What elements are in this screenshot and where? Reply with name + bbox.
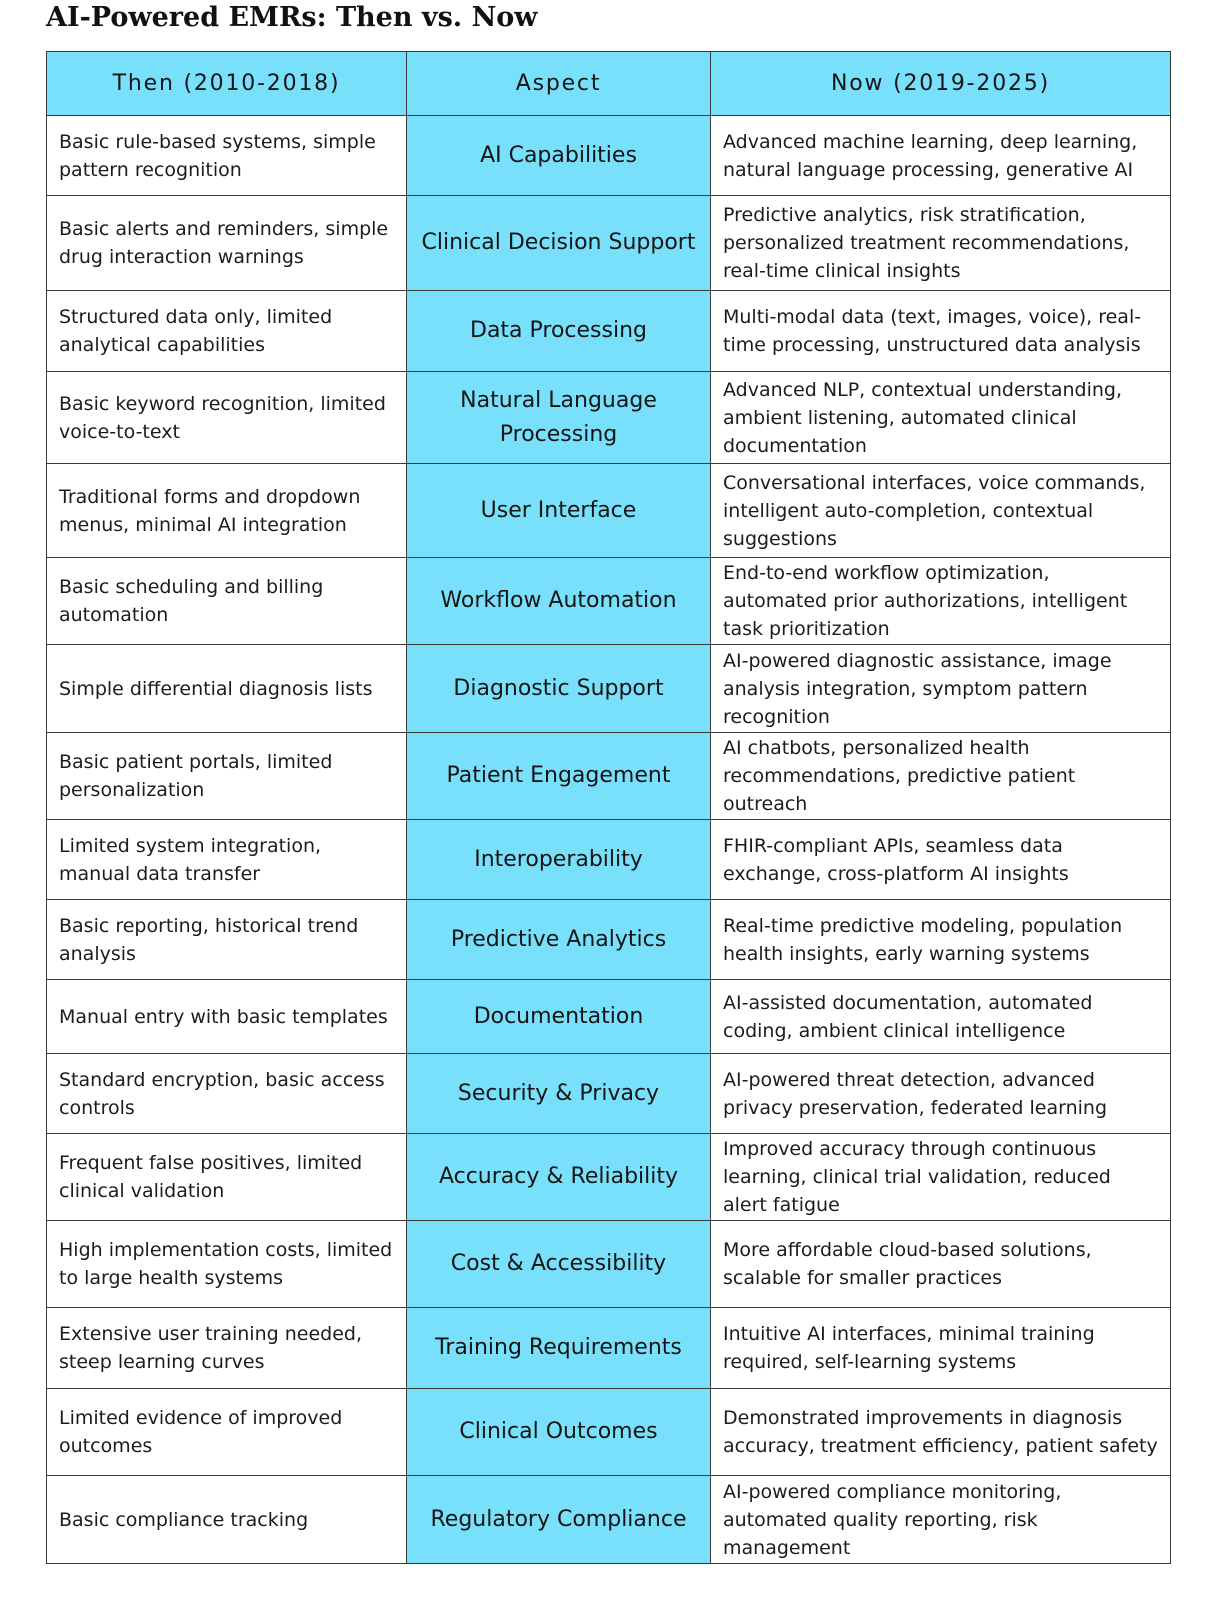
table-row xyxy=(47,1476,1171,1564)
cell-aspect: Natural Language Processing xyxy=(407,372,711,464)
cell-then: Standard encryption, basic access controls xyxy=(47,1054,407,1134)
table-row xyxy=(47,820,1171,900)
table-row xyxy=(47,196,1171,291)
cell-then: Basic alerts and reminders, simple drug interaction warnings xyxy=(47,196,407,291)
cell-now-text: AI-powered threat detection, advanced privacy preservation, federated learning xyxy=(723,1068,1108,1119)
cell-now xyxy=(711,116,1171,196)
cell-now xyxy=(711,1134,1171,1221)
page-title: AI-Powered EMRs: Then vs. Now xyxy=(46,2,538,33)
table-row xyxy=(47,900,1171,980)
cell-now-text: Predictive analytics, risk stratification, personalized treatment recommendations, real-time clinical insights xyxy=(723,204,1130,282)
table-row xyxy=(47,1221,1171,1308)
cell-now xyxy=(711,464,1171,558)
cell-now xyxy=(711,645,1171,733)
cell-now-text: More affordable cloud-based solutions, scalable for smaller practices xyxy=(723,1239,1092,1289)
cell-now xyxy=(711,558,1171,645)
cell-now xyxy=(711,196,1171,291)
header-then: Then (2010-2018) xyxy=(47,52,407,116)
table-row xyxy=(47,291,1171,372)
cell-aspect: Training Requirements xyxy=(407,1308,711,1389)
cell-then: Manual entry with basic templates xyxy=(47,980,407,1054)
header-aspect: Aspect xyxy=(407,52,711,116)
cell-aspect: Documentation xyxy=(407,980,711,1054)
cell-now-text: Real-time predictive modeling, population health insights, early warning systems xyxy=(723,914,1123,965)
cell-aspect: Clinical Decision Support xyxy=(407,196,711,291)
cell-then: Basic reporting, historical trend analysis xyxy=(47,900,407,980)
cell-now xyxy=(711,1476,1171,1564)
cell-now-text: AI chatbots, personalized health recommendations, predictive patient outreach xyxy=(723,737,1076,815)
cell-aspect: Accuracy & Reliability xyxy=(407,1134,711,1221)
cell-now xyxy=(711,291,1171,372)
table-row xyxy=(47,464,1171,558)
header-now: Now (2019-2025) xyxy=(711,52,1171,116)
cell-now-text: Advanced NLP, contextual understanding, ambient listening, automated clinical documentation xyxy=(723,378,1122,457)
cell-aspect: Interoperability xyxy=(407,820,711,900)
cell-now xyxy=(711,372,1171,464)
cell-then: Frequent false positives, limited clinical validation xyxy=(47,1134,407,1221)
cell-then: Structured data only, limited analytical capabilities xyxy=(47,291,407,372)
cell-now-text: AI-powered compliance monitoring, automated quality reporting, risk management xyxy=(723,1480,1062,1559)
table-body xyxy=(47,116,1171,1564)
cell-now xyxy=(711,1054,1171,1134)
cell-then: Limited system integration, manual data transfer xyxy=(47,820,407,900)
cell-then: Basic keyword recognition, limited voice-to-text xyxy=(47,372,407,464)
table-header xyxy=(47,52,1171,116)
cell-aspect: Predictive Analytics xyxy=(407,900,711,980)
comparison-table xyxy=(46,51,1171,1564)
table-row xyxy=(47,372,1171,464)
cell-aspect: Data Processing xyxy=(407,291,711,372)
cell-aspect: Cost & Accessibility xyxy=(407,1221,711,1308)
cell-now xyxy=(711,1389,1171,1476)
table-row xyxy=(47,645,1171,733)
cell-aspect: Diagnostic Support xyxy=(407,645,711,733)
cell-aspect: Clinical Outcomes xyxy=(407,1389,711,1476)
cell-now-text: End-to-end workflow optimization, automated prior authorizations, intelligent task prioritization xyxy=(723,562,1128,640)
cell-aspect: AI Capabilities xyxy=(407,116,711,196)
cell-now xyxy=(711,980,1171,1054)
cell-then: Extensive user training needed, steep learning curves xyxy=(47,1308,407,1389)
cell-now-text: Improved accuracy through continuous learning, clinical trial validation, reduced alert fatigue xyxy=(723,1138,1111,1216)
table-row xyxy=(47,980,1171,1054)
cell-then: Traditional forms and dropdown menus, minimal AI integration xyxy=(47,464,407,558)
cell-now xyxy=(711,900,1171,980)
cell-now-text: AI-powered diagnostic assistance, image analysis integration, symptom pattern recognition xyxy=(723,649,1112,728)
cell-aspect: Security & Privacy xyxy=(407,1054,711,1134)
cell-aspect: Workflow Automation xyxy=(407,558,711,645)
cell-aspect: User Interface xyxy=(407,464,711,558)
table-row xyxy=(47,733,1171,820)
table-row xyxy=(47,1134,1171,1221)
cell-now-text: Multi-modal data (text, images, voice), real-time processing, unstructured data analysis xyxy=(723,306,1142,356)
cell-then: Basic scheduling and billing automation xyxy=(47,558,407,645)
cell-aspect: Patient Engagement xyxy=(407,733,711,820)
cell-now-text: Intuitive AI interfaces, minimal training required, self-learning systems xyxy=(723,1323,1095,1373)
cell-then: Basic patient portals, limited personalization xyxy=(47,733,407,820)
cell-then: Basic compliance tracking xyxy=(47,1476,407,1564)
cell-now xyxy=(711,733,1171,820)
cell-now-text: FHIR-compliant APIs, seamless data exchange, cross-platform AI insights xyxy=(723,834,1069,885)
header-row xyxy=(47,52,1171,116)
table-row xyxy=(47,1054,1171,1134)
cell-aspect: Regulatory Compliance xyxy=(407,1476,711,1564)
cell-now xyxy=(711,820,1171,900)
table-row xyxy=(47,1308,1171,1389)
cell-now-text: Conversational interfaces, voice commands, intelligent auto-completion, contextual suggestions xyxy=(723,471,1146,550)
cell-then: High implementation costs, limited to large health systems xyxy=(47,1221,407,1308)
cell-then: Limited evidence of improved outcomes xyxy=(47,1389,407,1476)
cell-then: Simple differential diagnosis lists xyxy=(47,645,407,733)
table-row xyxy=(47,558,1171,645)
table-row xyxy=(47,116,1171,196)
cell-then: Basic rule-based systems, simple pattern recognition xyxy=(47,116,407,196)
cell-now-text: Advanced machine learning, deep learning, natural language processing, generative AI xyxy=(723,130,1138,181)
cell-now-text: Demonstrated improvements in diagnosis accuracy, treatment efficiency, patient safety xyxy=(723,1407,1158,1457)
cell-now xyxy=(711,1308,1171,1389)
cell-now-text: AI-assisted documentation, automated coding, ambient clinical intelligence xyxy=(723,991,1093,1042)
table-row xyxy=(47,1389,1171,1476)
cell-now xyxy=(711,1221,1171,1308)
